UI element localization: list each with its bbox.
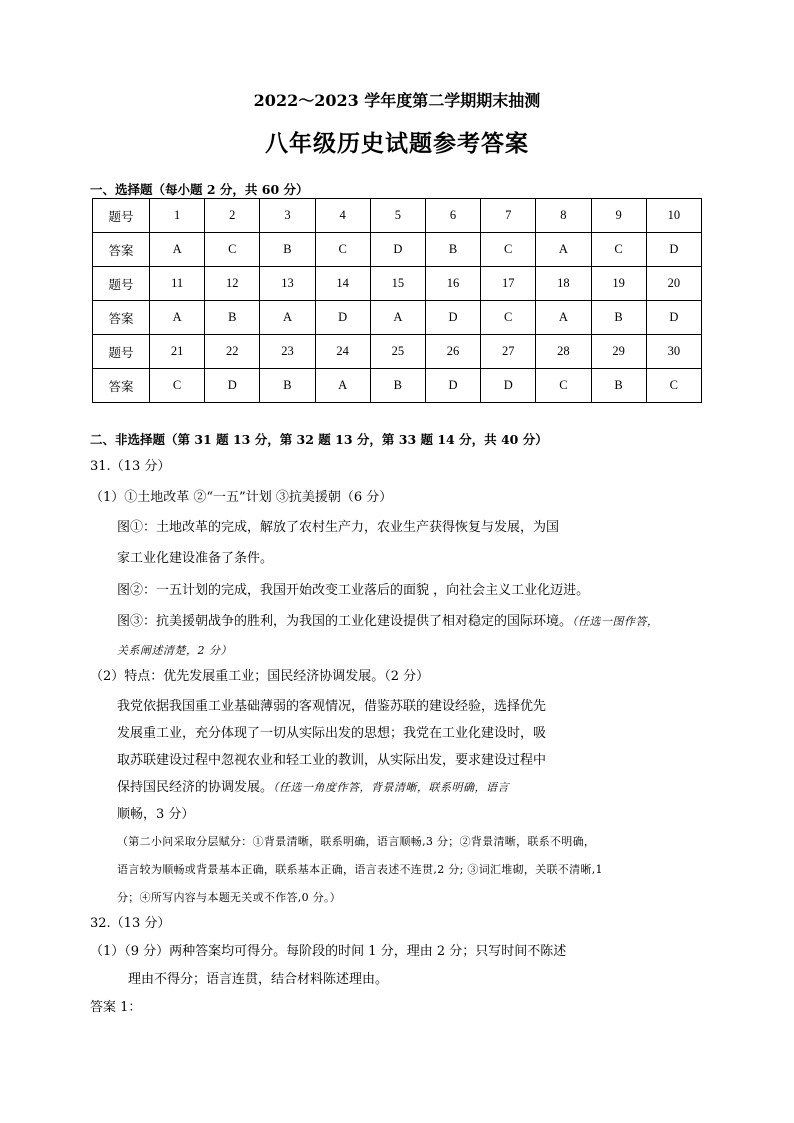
q31-fig1-line1: 图①：土地改革的完成，解放了农村生产力，农业生产获得恢复与发展，为国: [117, 520, 560, 535]
row-label-answer: 答案: [93, 369, 150, 403]
q31-part2-line3: 取苏联建设过程中忽视农业和轻工业的教训，从实际出发，要求建设过程中: [117, 753, 547, 768]
question-number-cell: 11: [150, 267, 205, 301]
row-label-question: 题号: [93, 267, 150, 301]
q32-part1-line1: （1）（9 分）两种答案均可得分。每阶段的时间 1 分，理由 2 分；只写时间不陈述: [90, 944, 567, 959]
answer-cell: D: [205, 369, 260, 403]
answer-cell: C: [315, 233, 370, 267]
answer-cell: C: [591, 233, 646, 267]
q31-part1: （1）①土地改革 ②“一五”计划 ③抗美援朝（6 分）: [90, 490, 393, 505]
q31-scoring-line2: 语言较为顺畅或背景基本正确，联系基本正确，语言表述不连贯,2 分; ③词汇堆砌，关联不清晰,1: [117, 863, 603, 876]
question-number-cell: 15: [370, 267, 425, 301]
page-title: 八年级历史试题参考答案: [265, 130, 529, 157]
section1-heading: 一、选择题（每小题 2 分，共 60 分）: [90, 182, 309, 197]
q31-fig2: 图②：一五计划的完成，我国开始改变工业落后的面貌 ，向社会主义工业化迈进。: [117, 583, 590, 598]
q31-part2-line5: 顺畅，3 分）: [117, 807, 195, 822]
table-row-answers: [93, 233, 702, 267]
question-number-cell: 30: [646, 335, 701, 369]
question-number-cell: 7: [481, 199, 536, 233]
question-number-cell: 28: [536, 335, 591, 369]
answer-cell: A: [370, 301, 425, 335]
q31-fig1-line2: 家工业化建设准备了条件。: [117, 551, 274, 566]
question-number-cell: 19: [591, 267, 646, 301]
question-number-cell: 21: [150, 335, 205, 369]
question-number-cell: 4: [315, 199, 370, 233]
section2-heading: 二、非选择题（第 31 题 13 分，第 32 题 13 分，第 33 题 14 分，共 40 分）: [90, 432, 548, 447]
question-number-cell: 14: [315, 267, 370, 301]
question-number-cell: 27: [481, 335, 536, 369]
table-row-question-numbers: [93, 199, 702, 233]
table-row-answers: [93, 301, 702, 335]
row-label-question: 题号: [93, 335, 150, 369]
question-number-cell: 5: [370, 199, 425, 233]
question-number-cell: 16: [425, 267, 480, 301]
answer-cell: A: [536, 233, 591, 267]
table-row-question-numbers: [93, 335, 702, 369]
answer-cell: A: [260, 301, 315, 335]
answer-cell: A: [150, 233, 205, 267]
q31-fig3-note-cont: 关系阐述清楚，2 分）: [117, 644, 232, 657]
q31-fig3-note: （任选一图作答，: [572, 615, 659, 628]
q31-scoring-line1: （第二小问采取分层赋分：①背景清晰，联系明确，语言顺畅,3 分；②背景清晰，联系不明确，: [117, 835, 596, 848]
q31-title: 31.（13 分）: [90, 459, 171, 474]
question-number-cell: 3: [260, 199, 315, 233]
q31-part2-line4: [117, 781, 509, 794]
answer-cell: C: [481, 233, 536, 267]
answer-cell: A: [150, 301, 205, 335]
question-number-cell: 25: [370, 335, 425, 369]
answer-cell: B: [260, 369, 315, 403]
answer-cell: D: [481, 369, 536, 403]
question-number-cell: 23: [260, 335, 315, 369]
answer-cell: B: [260, 233, 315, 267]
q31-part2: （2）特点：优先发展重工业；国民经济协调发展。（2 分）: [90, 669, 430, 684]
question-number-cell: 26: [425, 335, 480, 369]
q31-fig3: [117, 615, 659, 628]
exam-subtitle: 2022～2023 学年度第二学期期末抽测: [253, 91, 541, 110]
question-number-cell: 24: [315, 335, 370, 369]
q32-title: 32.（13 分）: [90, 916, 171, 931]
answer-cell: D: [315, 301, 370, 335]
q32-answer1-label: 答案 1：: [90, 1000, 142, 1015]
table-row-question-numbers: [93, 267, 702, 301]
question-number-cell: 18: [536, 267, 591, 301]
question-number-cell: 8: [536, 199, 591, 233]
answer-cell: B: [205, 301, 260, 335]
question-number-cell: 17: [481, 267, 536, 301]
question-number-cell: 12: [205, 267, 260, 301]
question-number-cell: 6: [425, 199, 480, 233]
answer-cell: C: [536, 369, 591, 403]
row-label-question: 题号: [93, 199, 150, 233]
question-number-cell: 20: [646, 267, 701, 301]
question-number-cell: 29: [591, 335, 646, 369]
q31-part2-line4-text: 保持国民经济的协调发展。: [117, 780, 274, 795]
question-number-cell: 1: [150, 199, 205, 233]
answer-cell: D: [646, 233, 701, 267]
q31-part2-line2: 发展重工业，充分体现了一切从实际出发的思想；我党在工业化建设时，吸: [117, 726, 547, 741]
q32-part1-line2: 理由不得分；语言连贯，结合材料陈述理由。: [128, 972, 389, 987]
question-number-cell: 2: [205, 199, 260, 233]
answer-cell: A: [536, 301, 591, 335]
answer-cell: C: [150, 369, 205, 403]
q31-fig3-text: 图③：抗美援朝战争的胜利，为我国的工业化建设提供了相对稳定的国际环境。: [117, 614, 573, 629]
question-number-cell: 13: [260, 267, 315, 301]
answer-cell: B: [425, 233, 480, 267]
answer-cell: C: [205, 233, 260, 267]
answer-cell: B: [370, 369, 425, 403]
multiple-choice-answer-table: [92, 198, 702, 403]
answer-cell: B: [591, 301, 646, 335]
row-label-answer: 答案: [93, 301, 150, 335]
answer-cell: B: [591, 369, 646, 403]
q31-scoring-line3: 分；④所写内容与本题无关或不作答,0 分。）: [117, 891, 342, 904]
q31-part2-line1: 我党依据我国重工业基础薄弱的客观情况，借鉴苏联的建设经验，选择优先: [117, 699, 547, 714]
answer-cell: D: [425, 301, 480, 335]
answer-cell: C: [481, 301, 536, 335]
answer-cell: D: [370, 233, 425, 267]
table-row-answers: [93, 369, 702, 403]
row-label-answer: 答案: [93, 233, 150, 267]
answer-cell: A: [315, 369, 370, 403]
question-number-cell: 10: [646, 199, 701, 233]
q31-part2-note: （任选一角度作答，背景清晰，联系明确，语言: [273, 781, 510, 794]
answer-cell: D: [646, 301, 701, 335]
answer-cell: C: [646, 369, 701, 403]
question-number-cell: 9: [591, 199, 646, 233]
answer-cell: D: [425, 369, 480, 403]
question-number-cell: 22: [205, 335, 260, 369]
